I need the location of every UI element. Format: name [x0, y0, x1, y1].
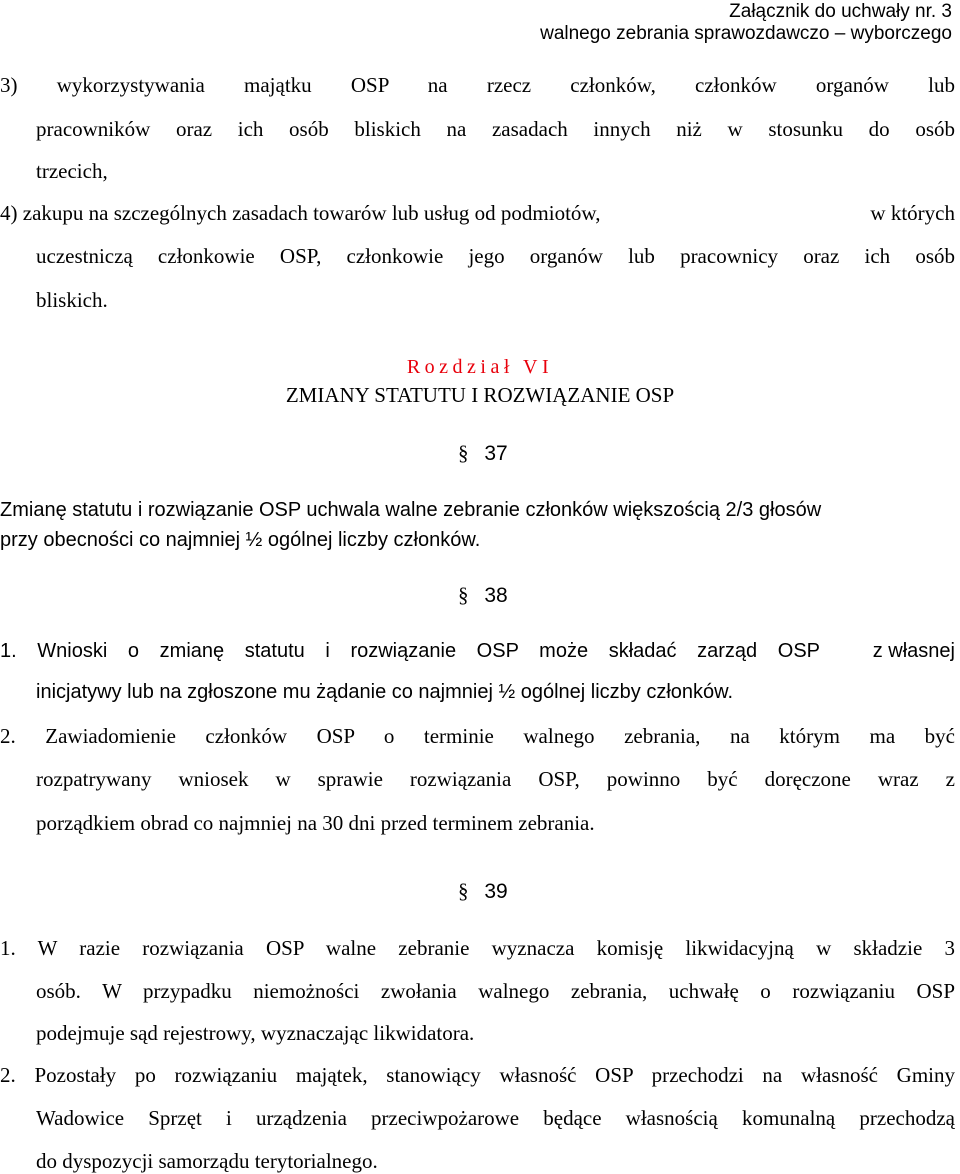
s39-p1-line3: podejmuje sąd rejestrowy, wyznaczając likwidatora.: [36, 1021, 475, 1045]
section-number: 37: [484, 442, 508, 465]
section-sign: §: [458, 583, 469, 607]
attachment-header-line2: walnego zebrania sprawozdawczo – wyborczego: [540, 23, 952, 44]
section-37-heading: [458, 440, 508, 467]
item3-line1: 3) wykorzystywania majątku OSP na rzecz członków, członków organów lub: [0, 73, 955, 97]
attachment-header: [540, 2, 952, 44]
section-39-heading: [458, 878, 508, 905]
s39-p1-line1: 1. W razie rozwiązania OSP walne zebranie wyznacza komisję likwidacyjną w składzie 3: [0, 936, 955, 960]
item4-line3: bliskich.: [36, 288, 108, 312]
chapter-title: ZMIANY STATUTU I ROZWIĄZANIE OSP: [285, 383, 675, 407]
s37-line2: przy obecności co najmniej ½ ogólnej liczby członków.: [0, 529, 481, 551]
item4-line2: uczestniczą członkowie OSP, członkowie jego organów lub pracownicy oraz ich osób: [36, 244, 955, 268]
s38-p1-line1-right: z własnej: [872, 640, 955, 662]
s38-p1-line1-left: 1. Wnioski o zmianę statutu i rozwiązanie OSP może składać zarząd OSP: [0, 640, 820, 662]
s39-p2-line3: do dyspozycji samorządu terytorialnego.: [36, 1149, 378, 1173]
section-number: 38: [484, 584, 508, 607]
s38-p2-line3: porządkiem obrad co najmniej na 30 dni przed terminem zebrania.: [36, 811, 595, 835]
s39-p2-line2: Wadowice Sprzęt i urządzenia przeciwpożarowe będące własnością komunalną przechodzą: [36, 1106, 955, 1130]
s38-p1-line2: inicjatywy lub na zgłoszone mu żądanie co najmniej ½ ogólnej liczby członków.: [36, 681, 734, 703]
item3-line3: trzecich,: [36, 159, 108, 183]
section-sign: §: [458, 879, 469, 903]
s39-p2-line1: 2. Pozostały po rozwiązaniu majątek, stanowiący własność OSP przechodzi na własność Gminy: [0, 1063, 955, 1087]
item3-line2: pracowników oraz ich osób bliskich na zasadach innych niż w stosunku do osób: [36, 117, 955, 141]
attachment-header-line1: Załącznik do uchwały nr. 3: [729, 1, 952, 22]
chapter-label: Rozdział VI: [406, 356, 554, 378]
s38-p2-line1: 2. Zawiadomienie członków OSP o terminie walnego zebrania, na którym ma być: [0, 724, 955, 748]
s37-line1: Zmianę statutu i rozwiązanie OSP uchwala walne zebranie członków większością 2/3 głosów: [0, 499, 822, 521]
s38-p2-line2: rozpatrywany wniosek w sprawie rozwiązania OSP, powinno być doręczone wraz z: [36, 767, 955, 791]
item4-line1-right: w których: [870, 201, 955, 225]
section-sign: §: [458, 441, 469, 465]
section-38-heading: [458, 582, 508, 609]
s39-p1-line2: osób. W przypadku niemożności zwołania walnego zebrania, uchwałę o rozwiązaniu OSP: [36, 979, 955, 1003]
item4-line1-left: 4) zakupu na szczególnych zasadach towarów lub usług od podmiotów,: [0, 201, 601, 225]
section-number: 39: [484, 880, 508, 903]
